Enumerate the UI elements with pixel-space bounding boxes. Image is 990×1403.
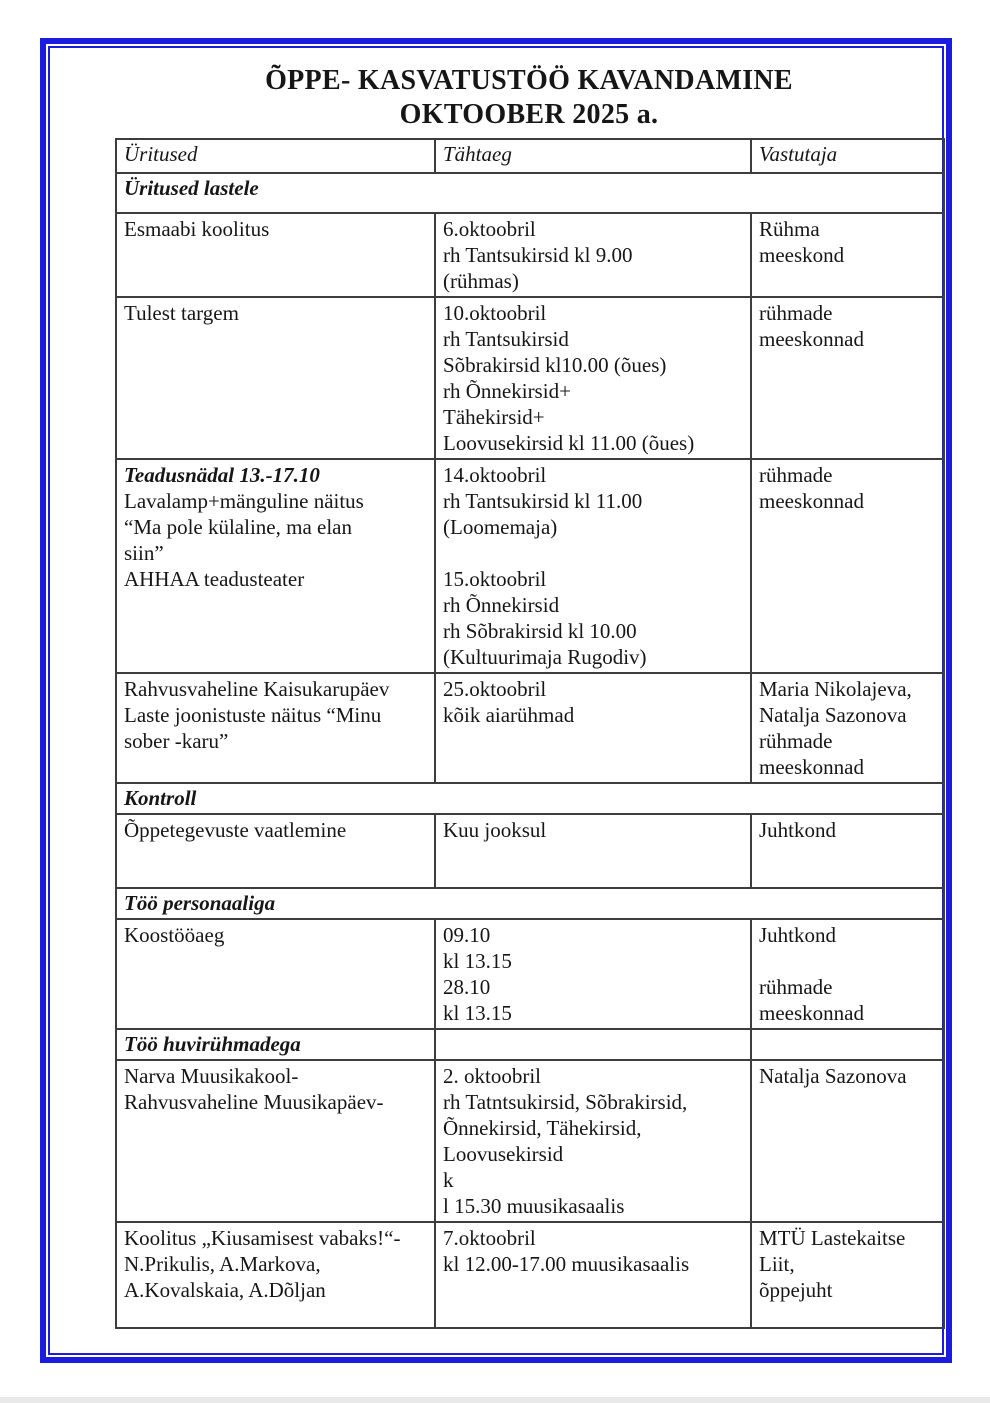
cell-line: MTÜ Lastekaitse [759, 1226, 906, 1250]
cell-line: k [443, 1168, 454, 1192]
cell-line: rühmade [759, 729, 833, 753]
cell-line: kl 13.15 [443, 949, 512, 973]
cell-line: kõik aiarühmad [443, 703, 575, 727]
cell-line: Rühma [759, 217, 820, 241]
cell-line: Laste joonistuste näitus “Minu [124, 703, 382, 727]
cell-line: Natalja Sazonova [759, 1064, 907, 1088]
scan-edge-artifact [0, 1397, 990, 1403]
cell-line: (Loomemaja) [443, 515, 558, 539]
table-header-row [116, 139, 944, 173]
cell-line: siin” [124, 541, 164, 565]
cell-line: meeskond [759, 243, 845, 267]
cell-line: Maria Nikolajeva, [759, 677, 912, 701]
cell-line: õppejuht [759, 1278, 833, 1302]
cell-line: Koostööaeg [124, 923, 225, 947]
table-cell [116, 297, 435, 459]
cell-line: N.Prikulis, A.Markova, [124, 1252, 321, 1276]
table-row [116, 1222, 944, 1328]
schedule-table [115, 138, 945, 1329]
table-row [116, 1060, 944, 1222]
table-cell [751, 459, 944, 673]
table-cell [116, 1060, 435, 1222]
table-cell [751, 919, 944, 1029]
document-title [115, 64, 943, 132]
cell-line: (Kultuurimaja Rugodiv) [443, 645, 647, 669]
cell-line: Juhtkond [759, 818, 837, 842]
cell-line: Õnnekirsid, Tähekirsid, [443, 1116, 642, 1140]
table-cell [116, 1222, 435, 1328]
cell-line: l 15.30 muusikasaalis [443, 1194, 625, 1218]
cell-line: “Ma pole külaline, ma elan [124, 515, 352, 539]
table-cell [435, 213, 751, 297]
cell-line: rh Tantsukirsid kl 11.00 [443, 489, 643, 513]
cell-line: Juhtkond [759, 923, 837, 947]
cell-line: Õppetegevuste vaatlemine [124, 818, 347, 842]
table-row [116, 297, 944, 459]
cell-line: 2. oktoobril [443, 1064, 541, 1088]
table-cell [751, 1060, 944, 1222]
cell-line: Koolitus „Kiusamisest vabaks!“- [124, 1226, 401, 1250]
cell-line: Loovusekirsid [443, 1142, 564, 1166]
cell-line: rh Õnnekirsid [443, 593, 560, 617]
table-cell [751, 297, 944, 459]
cell-line: rh Tantsukirsid kl 9.00 [443, 243, 633, 267]
cell-line: A.Kovalskaia, A.Dõljan [124, 1278, 326, 1302]
cell-line: Natalja Sazonova [759, 703, 907, 727]
table-row [116, 213, 944, 297]
cell-line: sober -karu” [124, 729, 229, 753]
cell-line: Rahvusvaheline Muusikapäev- [124, 1090, 384, 1114]
table-row [116, 673, 944, 783]
cell-line: rühmade [759, 975, 833, 999]
cell-line: Tähekirsid+ [443, 405, 545, 429]
table-cell [435, 297, 751, 459]
section-label: Töö personaaliga [116, 888, 944, 919]
cell-line: 6.oktoobril [443, 217, 536, 241]
cell-line: 15.oktoobril [443, 567, 547, 591]
cell-line: Liit, [759, 1252, 795, 1276]
cell-line: meeskonnad [759, 327, 864, 351]
cell-line: Esmaabi koolitus [124, 217, 270, 241]
section-label: Üritused lastele [116, 173, 944, 213]
document-title-line2: OKTOOBER 2025 a. [399, 99, 659, 130]
table-cell [116, 213, 435, 297]
cell-line: Teadusnädal 13.-17.10 [124, 463, 320, 487]
section-row [116, 783, 944, 814]
cell-line: 09.10 [443, 923, 491, 947]
table-cell [116, 673, 435, 783]
cell-line: 10.oktoobril [443, 301, 547, 325]
cell-line: kl 13.15 [443, 1001, 512, 1025]
section-row [116, 888, 944, 919]
cell-line: Rahvusvaheline Kaisukarupäev [124, 677, 390, 701]
section-row [116, 1029, 944, 1060]
cell-line: rh Tatntsukirsid, Sõbrakirsid, [443, 1090, 688, 1114]
header-cell: Tähtaeg [435, 139, 751, 173]
cell-line: kl 12.00-17.00 muusikasaalis [443, 1252, 690, 1276]
table-cell [751, 213, 944, 297]
cell-line: Loovusekirsid kl 11.00 (õues) [443, 431, 695, 455]
section-row [116, 173, 944, 213]
document-title-line1: ÕPPE- KASVATUSTÖÖ KAVANDAMINE [265, 65, 793, 96]
section-label: Kontroll [116, 783, 944, 814]
cell-line: meeskonnad [759, 755, 864, 779]
table-row [116, 919, 944, 1029]
table-cell [751, 1222, 944, 1328]
table-cell [751, 814, 944, 888]
table-cell [435, 919, 751, 1029]
cell-line: 7.oktoobril [443, 1226, 536, 1250]
table-cell [116, 919, 435, 1029]
cell-line: rh Sõbrakirsid kl 10.00 [443, 619, 637, 643]
table-cell [751, 673, 944, 783]
table-cell [435, 459, 751, 673]
cell-line: (rühmas) [443, 269, 519, 293]
cell-line: 28.10 [443, 975, 491, 999]
table-row [116, 814, 944, 888]
cell-line: Tulest targem [124, 301, 239, 325]
schedule-table-body [116, 139, 944, 1328]
cell-line: Sõbrakirsid kl10.00 (õues) [443, 353, 667, 377]
cell-line: Narva Muusikakool- [124, 1064, 299, 1088]
cell-line: 14.oktoobril [443, 463, 547, 487]
empty-cell [435, 1029, 751, 1060]
header-cell: Vastutaja [751, 139, 944, 173]
header-cell: Üritused [116, 139, 435, 173]
table-cell [116, 814, 435, 888]
cell-line: rh Tantsukirsid [443, 327, 569, 351]
cell-line: 25.oktoobril [443, 677, 547, 701]
table-cell [435, 673, 751, 783]
empty-cell [751, 1029, 944, 1060]
cell-line: rühmade [759, 463, 833, 487]
cell-line [759, 948, 939, 974]
table-cell [435, 1222, 751, 1328]
cell-line: AHHAA teadusteater [124, 567, 305, 591]
table-cell [435, 814, 751, 888]
section-label: Töö huvirühmadega [116, 1029, 435, 1060]
cell-line: meeskonnad [759, 1001, 864, 1025]
cell-line: meeskonnad [759, 489, 864, 513]
cell-line: Kuu jooksul [443, 818, 547, 842]
table-row [116, 459, 944, 673]
table-cell [435, 1060, 751, 1222]
cell-line: Lavalamp+mänguline näitus [124, 489, 364, 513]
cell-line [443, 540, 746, 566]
table-cell [116, 459, 435, 673]
cell-line: rühmade [759, 301, 833, 325]
cell-line: rh Õnnekirsid+ [443, 379, 571, 403]
